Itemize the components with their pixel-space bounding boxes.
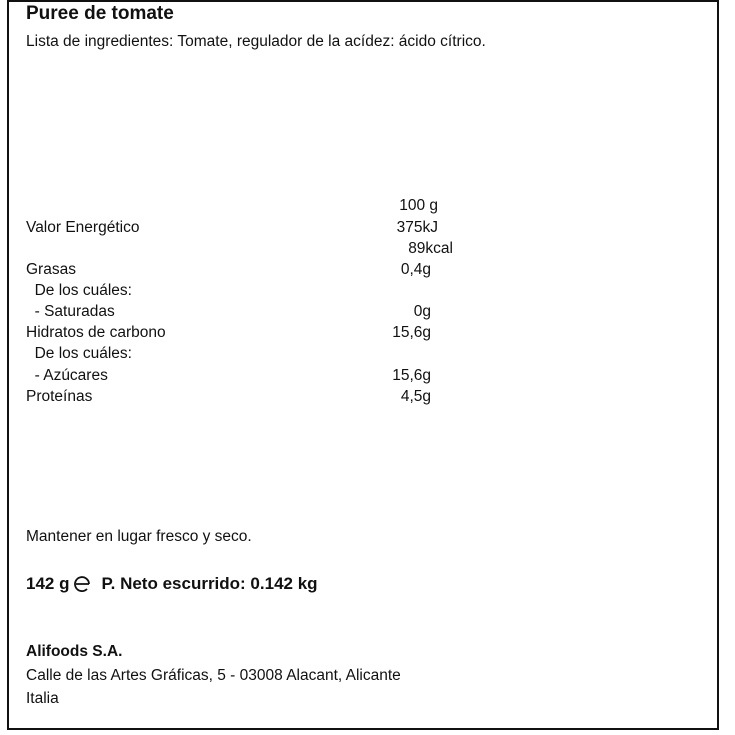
nutrition-row-label: De los cuáles:: [26, 282, 132, 299]
nutrition-row-label: - Azúcares: [26, 367, 108, 384]
label-frame: [7, 0, 719, 730]
manufacturer-name: Alifoods S.A.: [26, 643, 123, 660]
nutrition-row-value: 89kcal: [408, 240, 453, 257]
drained-weight: P. Neto escurrido: 0.142 kg: [101, 574, 318, 593]
nutrition-row-value: 0,4g: [400, 261, 431, 278]
estimated-sign-icon: [73, 574, 93, 594]
nutrition-header: 100 g: [399, 197, 438, 214]
nutrition-row-value: 375kJ: [396, 219, 438, 236]
ingredients-list: Lista de ingredientes: Tomate, regulador de la acídez: ácido cítrico.: [26, 33, 486, 50]
product-title: Puree de tomate: [26, 3, 174, 24]
nutrition-row-label: Valor Energético: [26, 219, 140, 236]
nutrition-row-value: 15,6g: [392, 367, 431, 384]
nutrition-row-value: 4,5g: [400, 388, 431, 405]
nutrition-row-label: Grasas: [26, 261, 76, 278]
net-weight-line: [26, 574, 318, 594]
nutrition-row-label: Proteínas: [26, 388, 93, 405]
nutrition-row-label: Hidratos de carbono: [26, 324, 166, 341]
nutrition-row-value: 0g: [413, 303, 431, 320]
storage-instructions: Mantener en lugar fresco y seco.: [26, 528, 252, 545]
nutrition-row-label: De los cuáles:: [26, 345, 132, 362]
manufacturer-address: Calle de las Artes Gráficas, 5 - 03008 Alacant, Alicante: [26, 667, 401, 684]
net-weight: 142 g: [26, 574, 70, 593]
manufacturer-country: Italia: [26, 690, 59, 707]
nutrition-row-value: 15,6g: [392, 324, 431, 341]
nutrition-row-label: - Saturadas: [26, 303, 115, 320]
